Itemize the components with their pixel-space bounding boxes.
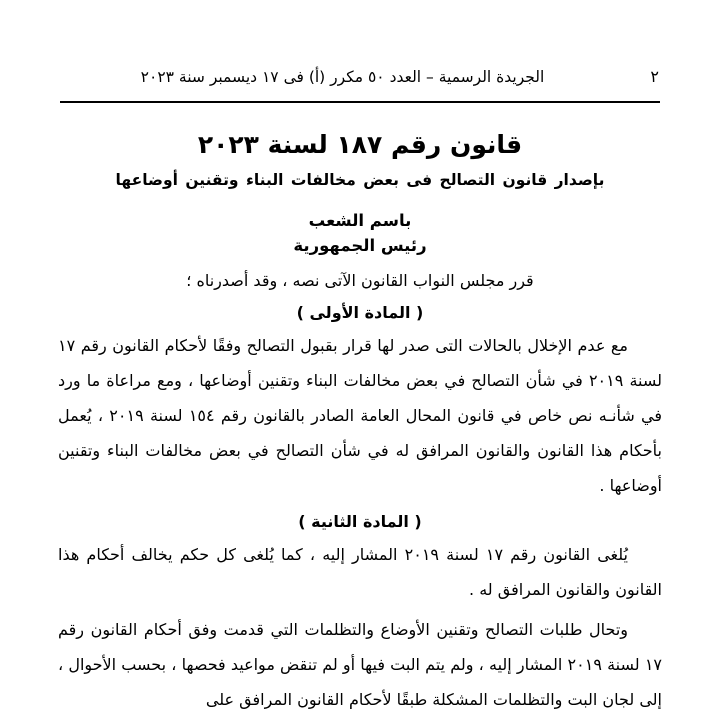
page-number: ٢	[650, 67, 659, 86]
proclamation-in-name-of-people: باسم الشعب	[308, 211, 412, 230]
article-heading-one: ( المادة الأولى )	[296, 303, 424, 322]
article-two-paragraph-two: وتحال طلبات التصالح وتقنين الأوضاع والتظلمات التي قدمت وفق أحكام القانون رقم ١٧ لسنة ٢٠١٩ المشار إليه ، ولم يتم البت فيها أو لم تنقض مواعيد فحصها ، بحسب الأحوال ، إلى لجان البت والتظلمات المشكلة طبقًا لأحكام القانون المرافق على	[58, 620, 662, 709]
document-body	[58, 128, 662, 607]
page-header	[60, 66, 659, 88]
header-divider	[60, 101, 660, 103]
proclamation-president: رئيس الجمهورية	[293, 236, 427, 255]
law-subtitle: بإصدار قانون التصالح فى بعض مخالفات البناء وتقنين أوضاعها	[115, 171, 605, 189]
article-heading-two: ( المادة الثانية )	[298, 512, 422, 531]
article-two-paragraph-one: يُلغى القانون رقم ١٧ لسنة ٢٠١٩ المشار إليه ، كما يُلغى كل حكم يخالف أحكام هذا القانون والقانون المرافق له .	[58, 545, 662, 599]
enactment-statement: قرر مجلس النواب القانون الآتى نصه ، وقد أصدرناه ؛	[186, 271, 534, 290]
running-header-title: الجريدة الرسمية – العدد ٥٠ مكرر (أ) فى ١٧ ديسمبر سنة ٢٠٢٣	[140, 68, 545, 86]
article-two-continuation-clipped	[58, 612, 662, 720]
article-one-paragraph: مع عدم الإخلال بالحالات التى صدر لها قرار بقبول التصالح وفقًا لأحكام القانون رقم ١٧ لسنة ٢٠١٩ في شأن التصالح في بعض مخالفات البناء وتقنين أوضاعها ، ومع مراعاة ما ورد في شأنـه نص خاص في قانون المحال العامة الصادر بالقانون رقم ١٥٤ لسنة ٢٠١٩ ، يُعمل بأحكام هذا القانون والقانون المرافق له في شأن التصالح في بعض مخالفات البناء وتقنين أوضاعها .	[58, 336, 663, 495]
law-title: قانون رقم ١٨٧ لسنة ٢٠٢٣	[197, 130, 523, 159]
